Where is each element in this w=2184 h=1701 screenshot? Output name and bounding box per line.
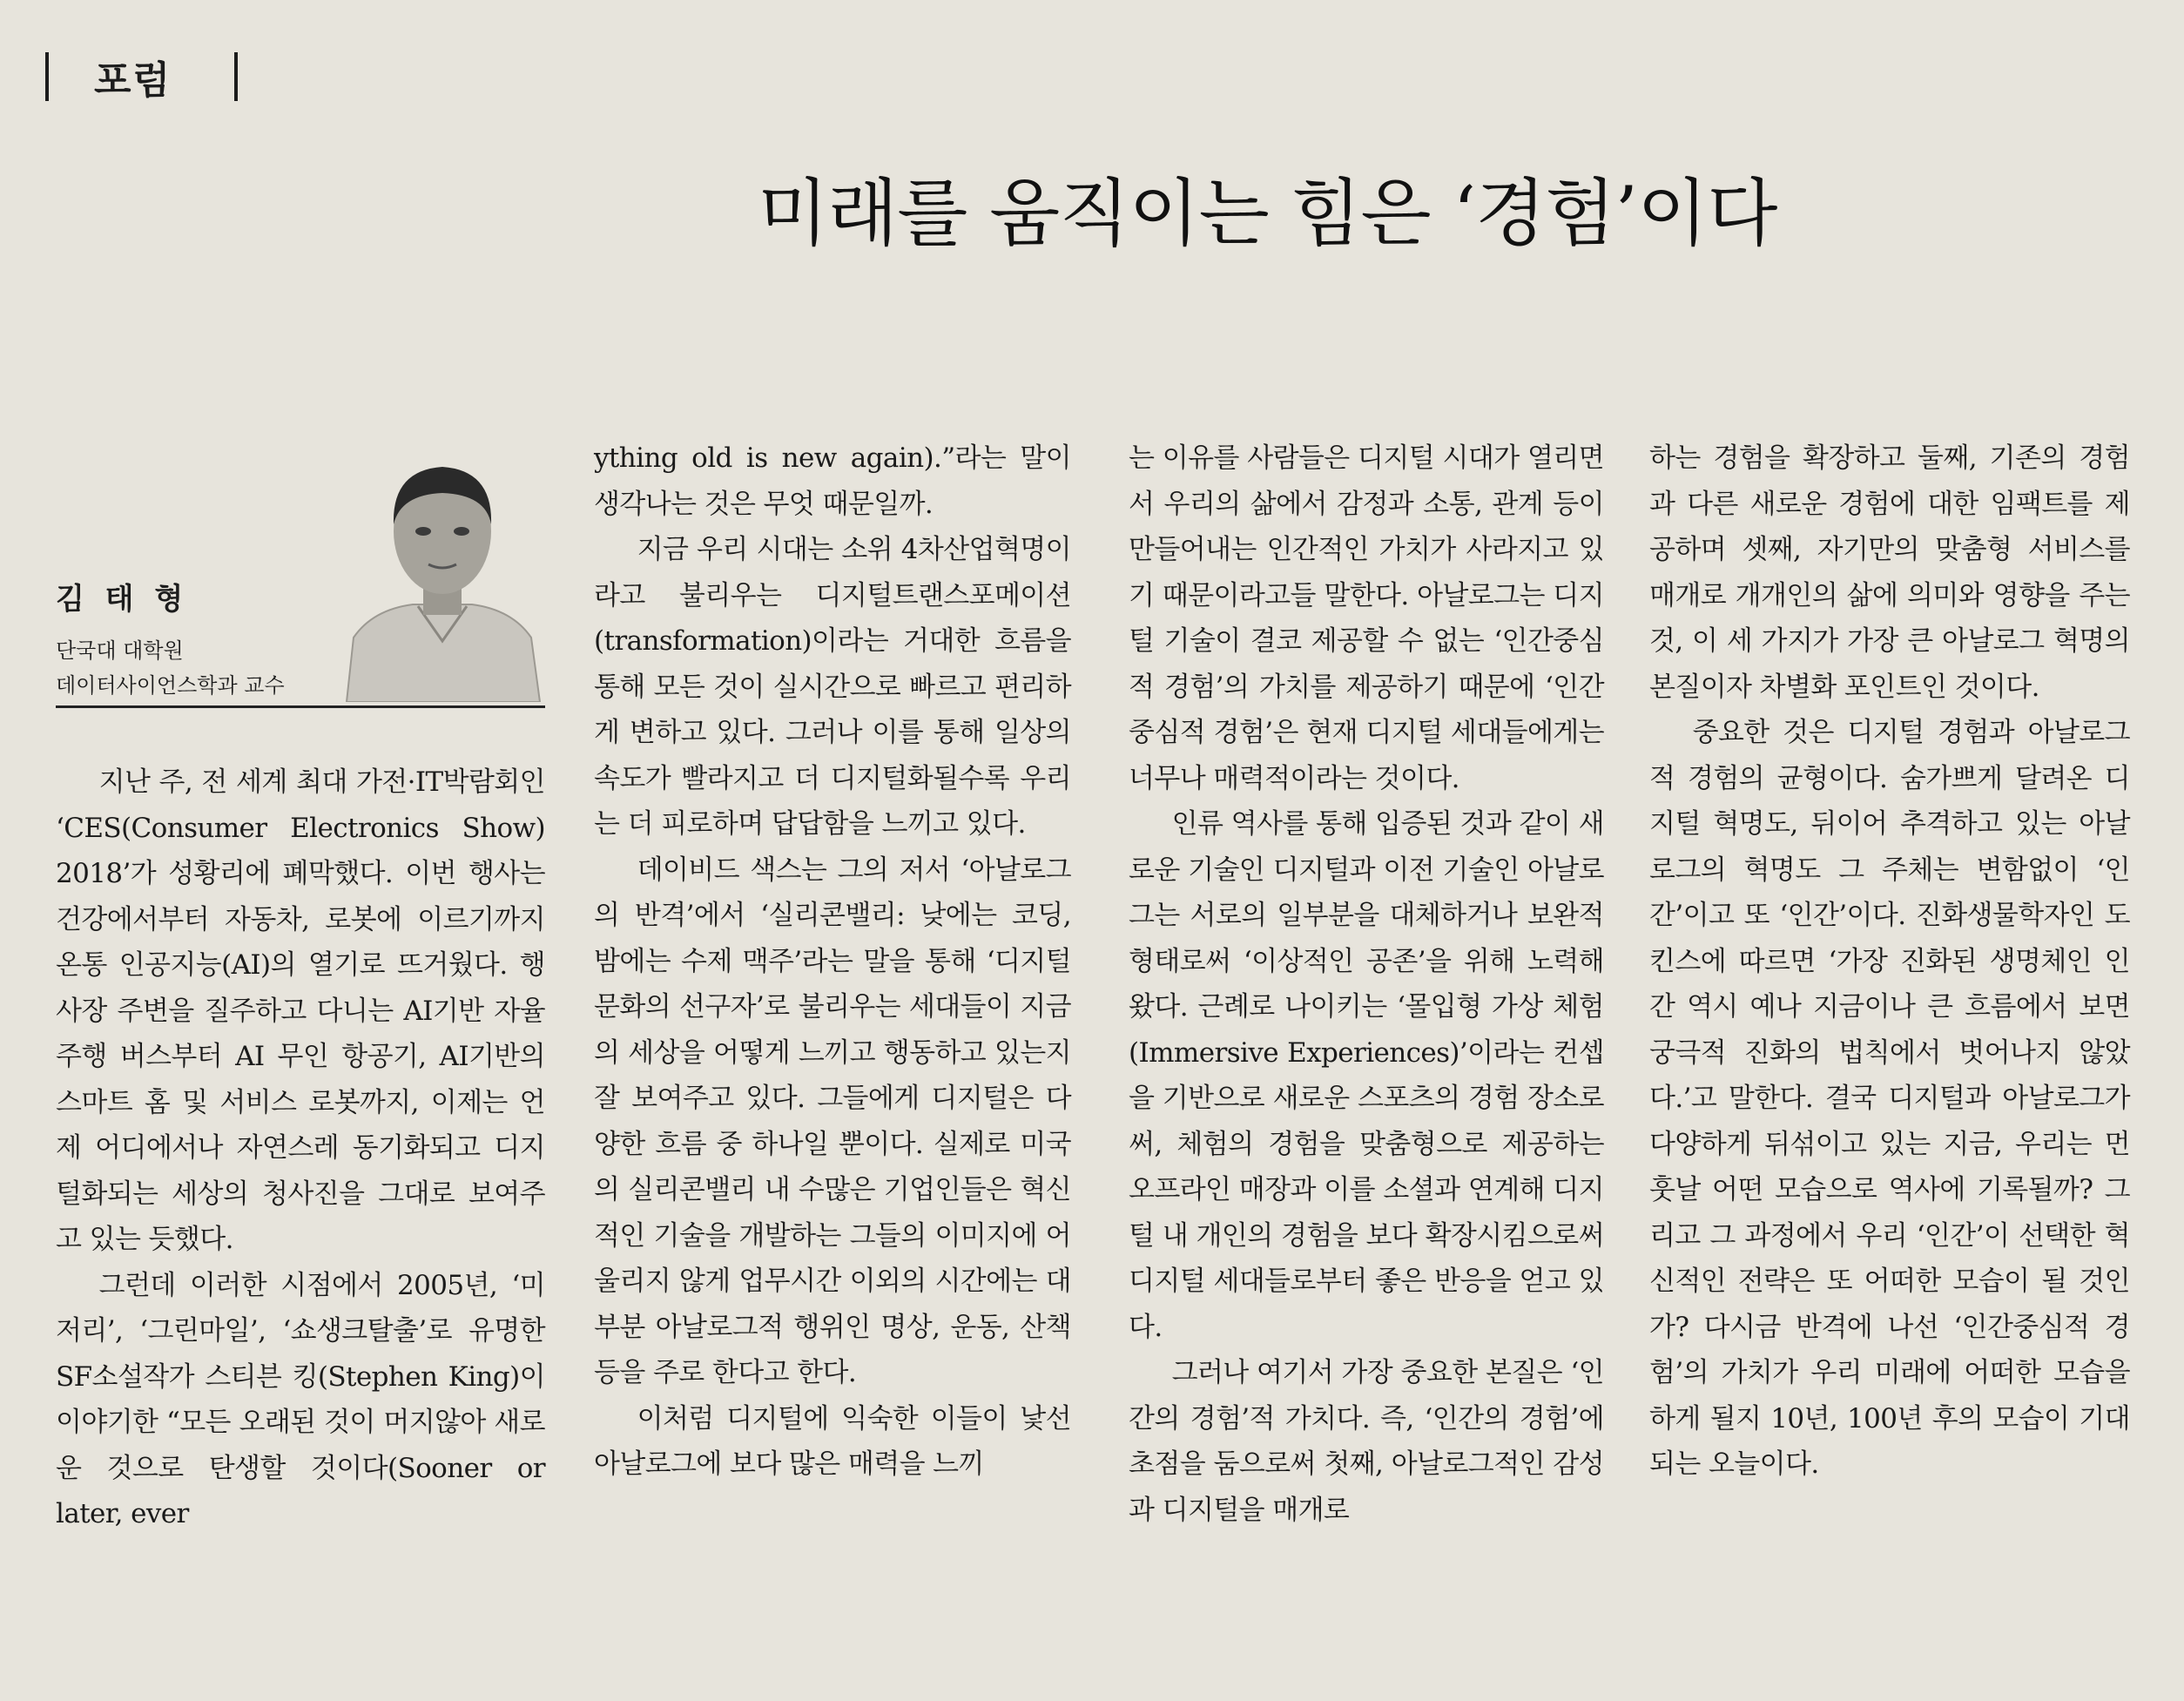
article-column-3 <box>1129 435 1604 1533</box>
paragraph-continued: 하는 경험을 확장하고 둘째, 기존의 경험과 다른 새로운 경험에 대한 임팩트를 제공하며 셋째, 자기만의 맞춤형 서비스를 매개로 개개인의 삶에 의미와 영향을 주는 것, 이 세 가지가 가장 큰 아날로그 혁명의 본질이자 차별화 포인트인 것이다. <box>1649 442 2130 703</box>
author-info <box>56 575 343 703</box>
paragraph-continued: 는 이유를 사람들은 디지털 시대가 열리면서 우리의 삶에서 감정과 소통, 관계 등이 만들어내는 인간적인 가치가 사라지고 있기 때문이라고들 말한다. 아날로그는 디지털 기술이 결코 제공할 수 없는 ‘인간중심적 경험’의 가치를 제공하기 때문에 ‘인간중심적 경험’은 현재 디지털 세대들에게는 너무나 매력적이라는 것이다. <box>1129 442 1604 794</box>
author-affiliation-2: 데이터사이언스학과 교수 <box>56 673 285 698</box>
headline: 미래를 움직이는 힘은 ‘경험’이다 <box>758 171 1777 256</box>
paragraph: 이처럼 디지털에 익숙한 이들이 낯선 아날로그에 보다 많은 매력을 느끼 <box>594 1402 1071 1480</box>
author-name: 김 태 형 <box>56 582 189 617</box>
author-divider <box>56 705 545 708</box>
paragraph: 지금 우리 시대는 소위 4차산업혁명이라고 불리우는 디지털트랜스포메이션(transformation)이라는 거대한 흐름을 통해 모든 것이 실시간으로 빠르고 편리하게 변하고 있다. 그러나 이를 통해 일상의 속도가 빨라지고 더 디지털화될수록 우리는 더 피로하며 답답함을 느끼고 있다. <box>594 534 1071 840</box>
paragraph-continued: ything old is new again).”라는 말이 생각나는 것은 무엇 때문일까. <box>594 442 1071 520</box>
article-column-2 <box>594 435 1071 1488</box>
article-column-4 <box>1649 435 2130 1488</box>
paragraph: 그런데 이러한 시점에서 2005년, ‘미저리’, ‘그린마일’, ‘쇼생크탈출’로 유명한 SF소설작가 스티븐 킹(Stephen King)이 이야기한 “모든 오래된 것이 머지않아 새로운 것으로 탄생할 것이다(Sooner or later, ever <box>56 1269 545 1529</box>
paragraph: 데이비드 색스는 그의 저서 ‘아날로그의 반격’에서 ‘실리콘밸리: 낮에는 코딩, 밤에는 수제 맥주’라는 말을 통해 ‘디지털 문화의 선구자’로 불리우는 세대들이 지금의 세상을 어떻게 느끼고 행동하고 있는지 잘 보여주고 있다. 그들에게 디지털은 다양한 흐름 중 하나일 뿐이다. 실제로 미국의 실리콘밸리 내 수많은 기업인들은 혁신적인 기술을 개발하는 그들의 이미지에 어울리지 않게 업무시간 이외의 시간에는 대부분 아날로그적 행위인 명상, 운동, 산책 등을 주로 한다고 한다. <box>594 854 1071 1388</box>
paragraph: 지난 주, 전 세계 최대 가전·IT박람회인 ‘CES(Consumer Electronics Show) 2018’가 성황리에 폐막했다. 이번 행사는 건강에서부터 자동차, 로봇에 이르기까지 온통 인공지능(AI)의 열기로 뜨거웠다. 행사장 주변을 질주하고 다니는 AI기반 자율 주행 버스부터 AI 무인 항공기, AI기반의 스마트 홈 및 서비스 로봇까지, 이제는 언제 어디에서나 자연스레 동기화되고 디지털화되는 세상의 청사진을 그대로 보여주고 있는 듯했다. <box>56 766 545 1255</box>
paragraph: 인류 역사를 통해 입증된 것과 같이 새로운 기술인 디지털과 이전 기술인 아날로그는 서로의 일부분을 대체하거나 보완적 형태로써 ‘이상적인 공존’을 위해 노력해왔다. 근례로 나이키는 ‘몰입형 가상 체험(Immersive Experiences)’이라는 컨셉을 기반으로 새로운 스포츠의 경험 장소로써, 체험의 경험을 맞춤형으로 제공하는 오프라인 매장과 이를 소셜과 연계해 디지털 내 개인의 경험을 보다 확장시킴으로써 디지털 세대들로부터 좋은 반응을 얻고 있다. <box>1129 808 1604 1343</box>
author-affiliation-1: 단국대 대학원 <box>56 638 184 663</box>
author-photo <box>338 444 547 702</box>
section-label: 포럼 <box>94 58 172 103</box>
article-column-1 <box>56 759 545 1537</box>
section-bar-right <box>234 52 238 101</box>
paragraph: 중요한 것은 디지털 경험과 아날로그적 경험의 균형이다. 숨가쁘게 달려온 디지털 혁명도, 뒤이어 추격하고 있는 아날로그의 혁명도 그 주체는 변함없이 ‘인간’이고 또 ‘인간’이다. 진화생물학자인 도킨스에 따르면 ‘가장 진화된 생명체인 인간 역시 예나 지금이나 큰 흐름에서 보면 궁극적 진화의 법칙에서 벗어나지 않았다.’고 말한다. 결국 디지털과 아날로그가 다양하게 뒤섞이고 있는 지금, 우리는 먼 훗날 어떤 모습으로 역사에 기록될까? 그리고 그 과정에서 우리 ‘인간’이 선택한 혁신적인 전략은 또 어떠한 모습이 될 것인가? 다시금 반격에 나선 ‘인간중심적 경험’의 가치가 우리 미래에 어떠한 모습을 하게 될지 10년, 100년 후의 모습이 기대되는 오늘이다. <box>1649 717 2130 1480</box>
paragraph: 그러나 여기서 가장 중요한 본질은 ‘인간의 경험’적 가치다. 즉, ‘인간의 경험’에 초점을 둠으로써 첫째, 아날로그적인 감성과 디지털을 매개로 <box>1129 1357 1604 1526</box>
section-tag <box>45 51 238 103</box>
